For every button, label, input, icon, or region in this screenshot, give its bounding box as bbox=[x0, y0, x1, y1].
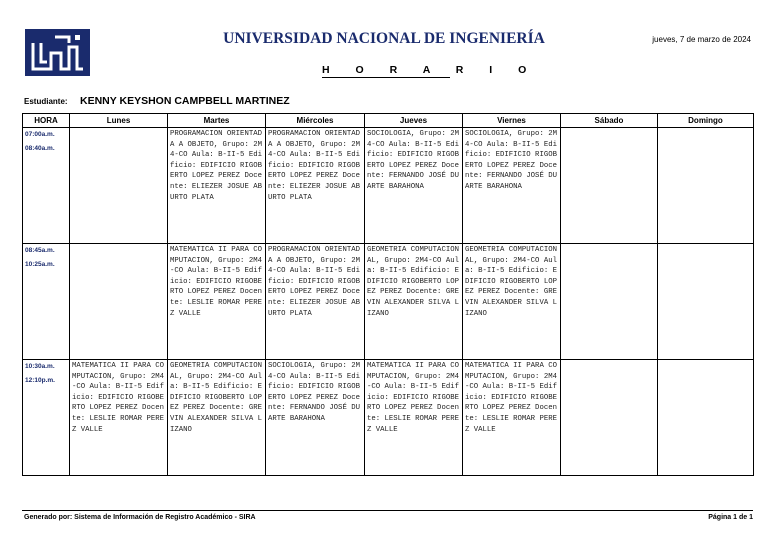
page-title: H O R A R I O bbox=[322, 64, 538, 76]
class-cell-miercoles: SOCIOLOGIA, Grupo: 2M4-CO Aula: B-II-5 Edificio: EDIFICIO RIGOBERTO LOPEZ PEREZ Docente: FERNANDO JOSÉ DUARTE BARAHONA bbox=[266, 360, 365, 476]
time-slot bbox=[23, 360, 70, 476]
col-header-domingo: Domingo bbox=[658, 114, 754, 128]
class-cell-martes: GEOMETRIA COMPUTACIONAL, Grupo: 2M4-CO Aula: B-II-5 Edificio: EDIFICIO RIGOBERTO LOPEZ PEREZ Docente: GREVIN ALEXANDER SILVA LIZANO bbox=[168, 360, 266, 476]
col-header-miercoles: Miércoles bbox=[266, 114, 365, 128]
col-header-lunes: Lunes bbox=[70, 114, 168, 128]
class-cell-lunes bbox=[70, 244, 168, 360]
class-cell-viernes: SOCIOLOGIA, Grupo: 2M4-CO Aula: B-II-5 Edificio: EDIFICIO RIGOBERTO LOPEZ PEREZ Docente: FERNANDO JOSÉ DUARTE BARAHONA bbox=[463, 128, 561, 244]
class-cell-domingo bbox=[658, 128, 754, 244]
class-cell-jueves: MATEMATICA II PARA COMPUTACION, Grupo: 2M4-CO Aula: B-II-5 Edificio: EDIFICIO RIGOBERTO LOPEZ PEREZ Docente: LESLIE ROMAR PEREZ VALLE bbox=[365, 360, 463, 476]
col-header-hora: HORA bbox=[23, 114, 70, 128]
table-row bbox=[23, 360, 754, 476]
class-cell-jueves: SOCIOLOGIA, Grupo: 2M4-CO Aula: B-II-5 Edificio: EDIFICIO RIGOBERTO LOPEZ PEREZ Docente: FERNANDO JOSÉ DUARTE BARAHONA bbox=[365, 128, 463, 244]
time-end: 10:25a.m. bbox=[25, 261, 55, 268]
class-cell-domingo bbox=[658, 244, 754, 360]
page-number: Página 1 de 1 bbox=[708, 514, 753, 521]
time-start: 08:45a.m. bbox=[25, 247, 55, 254]
time-slot bbox=[23, 244, 70, 360]
class-cell-viernes: MATEMATICA II PARA COMPUTACION, Grupo: 2M4-CO Aula: B-II-5 Edificio: EDIFICIO RIGOBERTO LOPEZ PEREZ Docente: LESLIE ROMAR PEREZ VALLE bbox=[463, 360, 561, 476]
student-name: KENNY KEYSHON CAMPBELL MARTINEZ bbox=[80, 95, 290, 107]
col-header-martes: Martes bbox=[168, 114, 266, 128]
table-row bbox=[23, 128, 754, 244]
student-label: Estudiante: bbox=[24, 97, 68, 106]
university-name: UNIVERSIDAD NACIONAL DE INGENIERÍA bbox=[223, 30, 545, 47]
time-start: 07:00a.m. bbox=[25, 131, 55, 138]
col-header-viernes: Viernes bbox=[463, 114, 561, 128]
class-cell-miercoles: PROGRAMACION ORIENTADA A OBJETO, Grupo: 2M4-CO Aula: B-II-5 Edificio: EDIFICIO RIGOBERTO LOPEZ PEREZ Docente: ELIEZER JOSUE ABURTO PLATA bbox=[266, 244, 365, 360]
class-cell-domingo bbox=[658, 360, 754, 476]
footer-divider bbox=[22, 510, 753, 511]
class-cell-lunes: MATEMATICA II PARA COMPUTACION, Grupo: 2M4-CO Aula: B-II-5 Edificio: EDIFICIO RIGOBERTO LOPEZ PEREZ Docente: LESLIE ROMAR PEREZ VALLE bbox=[70, 360, 168, 476]
col-header-jueves: Jueves bbox=[365, 114, 463, 128]
class-cell-miercoles: PROGRAMACION ORIENTADA A OBJETO, Grupo: 2M4-CO Aula: B-II-5 Edificio: EDIFICIO RIGOBERTO LOPEZ PEREZ Docente: ELIEZER JOSUE ABURTO PLATA bbox=[266, 128, 365, 244]
time-start: 10:30a.m. bbox=[25, 363, 55, 370]
time-slot bbox=[23, 128, 70, 244]
print-date: jueves, 7 de marzo de 2024 bbox=[652, 35, 751, 44]
table-row bbox=[23, 244, 754, 360]
class-cell-sabado bbox=[561, 128, 658, 244]
class-cell-martes: MATEMATICA II PARA COMPUTACION, Grupo: 2M4-CO Aula: B-II-5 Edificio: EDIFICIO RIGOBERTO LOPEZ PEREZ Docente: LESLIE ROMAR PEREZ VALLE bbox=[168, 244, 266, 360]
class-cell-jueves: GEOMETRIA COMPUTACIONAL, Grupo: 2M4-CO Aula: B-II-5 Edificio: EDIFICIO RIGOBERTO LOPEZ PEREZ Docente: GREVIN ALEXANDER SILVA LIZANO bbox=[365, 244, 463, 360]
schedule-header-row bbox=[23, 114, 754, 128]
col-header-sabado: Sábado bbox=[561, 114, 658, 128]
schedule-table bbox=[22, 113, 754, 476]
footer-generated: Generado por: Sistema de Información de Registro Académico - SIRA bbox=[24, 514, 256, 521]
class-cell-martes: PROGRAMACION ORIENTADA A OBJETO, Grupo: 2M4-CO Aula: B-II-5 Edificio: EDIFICIO RIGOBERTO LOPEZ PEREZ Docente: ELIEZER JOSUE ABURTO PLATA bbox=[168, 128, 266, 244]
class-cell-sabado bbox=[561, 244, 658, 360]
class-cell-sabado bbox=[561, 360, 658, 476]
time-end: 08:40a.m. bbox=[25, 145, 55, 152]
class-cell-lunes bbox=[70, 128, 168, 244]
time-end: 12:10p.m. bbox=[25, 377, 55, 384]
class-cell-viernes: GEOMETRIA COMPUTACIONAL, Grupo: 2M4-CO Aula: B-II-5 Edificio: EDIFICIO RIGOBERTO LOPEZ PEREZ Docente: GREVIN ALEXANDER SILVA LIZANO bbox=[463, 244, 561, 360]
